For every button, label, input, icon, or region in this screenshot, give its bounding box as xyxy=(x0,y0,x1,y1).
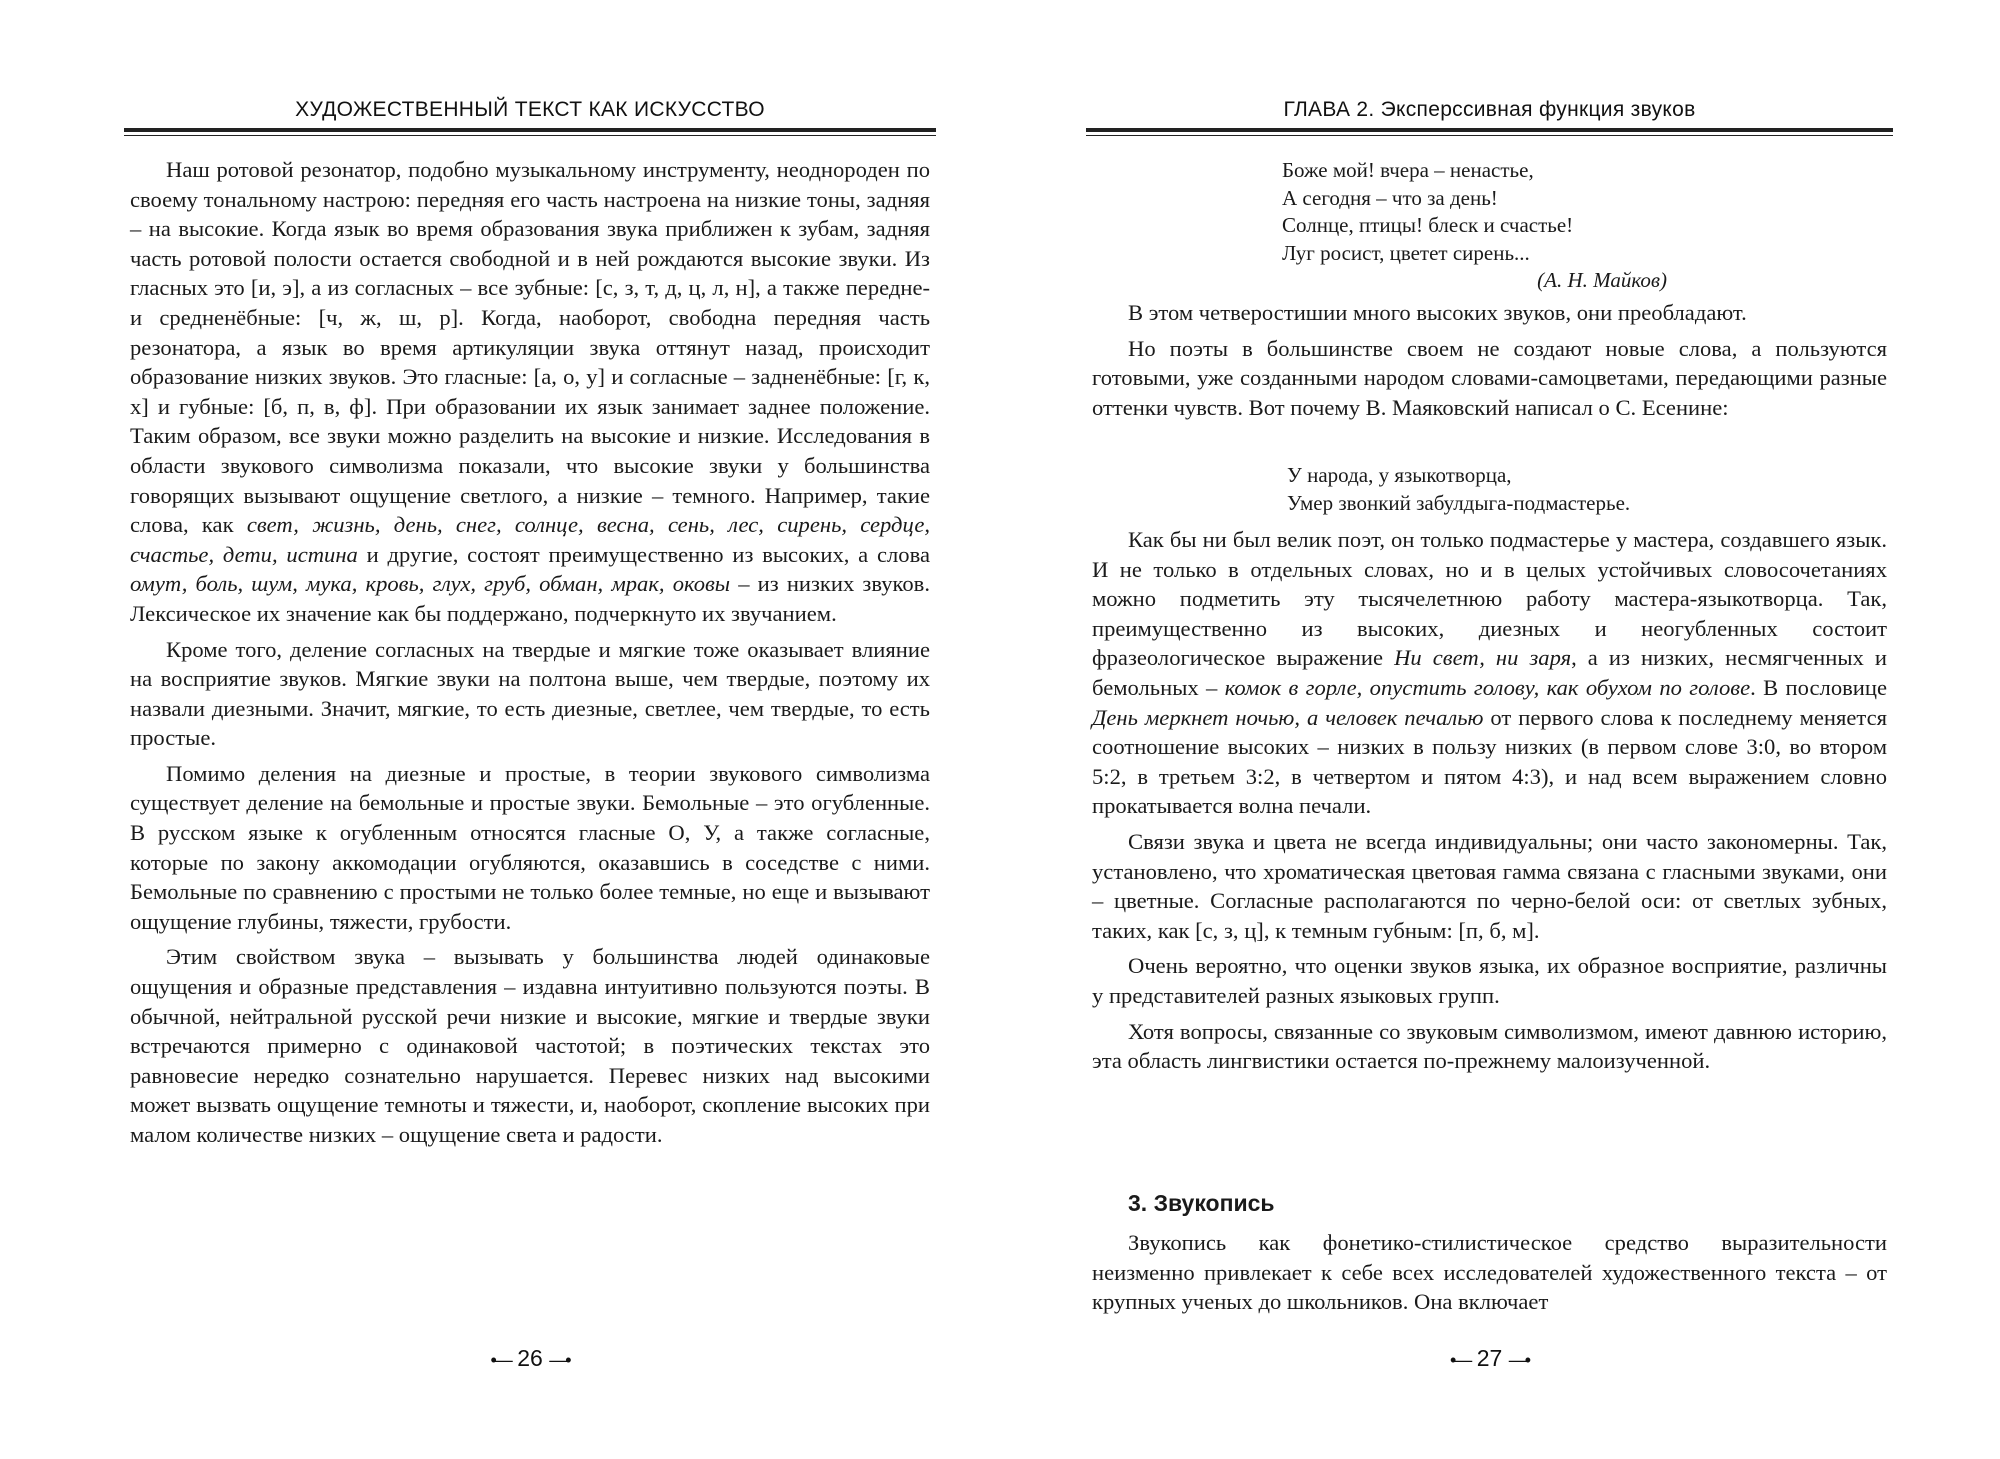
page-number-right: •— 27 —• xyxy=(1450,1345,1529,1371)
text-run: Очень вероятно, что оценки звуков языка, их образное восприятие, различны у представителей разных языковых групп. xyxy=(1092,953,1887,1008)
poem-line: Боже мой! вчера – ненастье, xyxy=(1282,158,1534,182)
paragraph xyxy=(130,942,930,1149)
paragraph xyxy=(130,759,930,937)
italic-run: омут, боль, шум, мука, кровь, глух, груб, обман, мрак, оковы xyxy=(130,571,731,597)
text-run: Связи звука и цвета не всегда индивидуальны; они часто закономерны. Так, установлено, что хроматическая цветовая гамма связана с гласными звуками, они – цветные. Согласные располагаются по черно-белой оси: от светлых зубных, таких, как [с, з, ц], к темным губным: [п, б, м]. xyxy=(1092,828,1887,943)
text-run: В этом четверостишии много высоких звуков, они преобладают. xyxy=(1128,300,1747,325)
paragraph xyxy=(130,155,930,629)
folio-ornament-left-icon: •— xyxy=(1450,1350,1471,1370)
poem-maykov xyxy=(1282,157,1842,295)
text-run: . В пословице xyxy=(1750,674,1887,700)
paragraph xyxy=(1092,298,1887,328)
poem-line: У народа, у языкотворца, xyxy=(1287,463,1512,487)
header-rule-left xyxy=(124,128,936,136)
poem-line: А сегодня – что за день! xyxy=(1282,185,1498,210)
paragraph xyxy=(130,635,930,753)
right-body-text-a xyxy=(1092,298,1887,422)
text-run: и другие, состоят преимущественно из высоких, а слова xyxy=(357,541,930,567)
left-body-text xyxy=(130,155,930,1150)
paragraph xyxy=(1092,1017,1887,1076)
section-heading: 3. Звукопись xyxy=(1128,1190,1275,1216)
left-page xyxy=(130,0,930,1459)
poem-author: (А. Н. Майков) xyxy=(1537,268,1667,292)
text-run: Помимо деления на диезные и простые, в теории звукового символизма существует деление на бемольные и простые звуки. Бемольные – это огубленные. В русском языке к огубленным относятся гласные О, У, а также согласные, которые по закону аккомодации огубляются, оказавшись в соседстве с ними. Бемольные по сравнению с простыми не только более темные, но еще и вызывают ощущение глубины, тяжести, грубости. xyxy=(130,760,930,934)
text-run: Хотя вопросы, связанные со звуковым символизмом, имеют давнюю историю, эта область лингвистики остается по-прежнему малоизученной. xyxy=(1092,1018,1887,1074)
text-run: Как бы ни был велик поэт, он только подмастерье у мастера, создавшего язык. И не только в отдельных словах, но и в целых устойчивых словосочетаниях можно подметить эту тысячелетнюю работу мастера-языкотворца. Так, преимущественно из высоких, диезных и неогубленных состоит фразеологическое выражение xyxy=(1092,527,1887,671)
folio-ornament-right-icon: —• xyxy=(549,1350,570,1370)
header-rule-right xyxy=(1086,128,1893,136)
right-body-text-b xyxy=(1092,525,1887,1076)
paragraph xyxy=(1092,951,1887,1010)
paragraph xyxy=(1092,334,1887,423)
italic-run: Ни свет, ни заря xyxy=(1394,645,1572,671)
poem-line: Умер звонкий забулдыга-подмастерье. xyxy=(1287,490,1631,515)
text-run: Но поэты в большинстве своем не создают новые слова, а пользуются готовыми, уже созданными народом словами-самоцветами, передающими разные оттенки чувств. Вот почему В. Маяковский написал о С. Есенине: xyxy=(1092,335,1887,420)
text-run: Этим свойством звука – вызывать у большинства людей одинаковые ощущения и образные представления – издавна интуитивно пользуются поэты. В обычной, нейтральной русской речи низкие и высокие, мягкие и твердые звуки встречаются примерно с одинаковой частотой; в поэтических текстах это равновесие нередко сознательно нарушается. Перевес низких над высокими может вызвать ощущение темноты и тяжести, и, наоборот, скопление высоких при малом количестве низких – ощущение света и радости. xyxy=(130,944,930,1147)
running-header-right: ГЛАВА 2. Эксперссивная функция звуков xyxy=(1283,98,1696,121)
italic-run: комок в горле, опустить голову, как обухом по голове xyxy=(1224,674,1751,700)
italic-run: День меркнет ночью, а человек печалью xyxy=(1092,704,1484,730)
paragraph xyxy=(1092,525,1887,821)
italic-run: свет, жизнь, день, снег, солнце, весна, сень, лес, сирень, сердце, счастье, дети, истина xyxy=(130,512,930,567)
text-run: Кроме того, деление согласных на твердые и мягкие тоже оказывает влияние на восприятие звуков. Мягкие звуки на полтона выше, чем твердые, поэтому их назвали диезными. Значит, мягкие, то есть диезные, светлее, чем твердые, то есть простые. xyxy=(130,636,930,751)
text-run: Наш ротовой резонатор, подобно музыкальному инструменту, неоднороден по своему тональному настрою: передняя его часть настроена на низкие тоны, задняя – на высокие. Когда язык во время образования звука приближен к зубам, задняя часть ротовой полости остается свободной и в ней рождаются высокие звуки. Из гласных это [и, э], а из согласных – все зубные: [с, з, т, д, ц, л, н], а также передне- и средненёбные: [ч, ж, ш, р]. Когда, наоборот, свободна передняя часть резонатора, а язык во время артикуляции звука оттянут назад, происходит образование низких звуков. Это гласные: [а, о, у] и согласные – задненёбные: [г, к, х] и губные: [б, п, в, ф]. При образовании их язык занимает заднее положение. Таким образом, все звуки можно разделить на высокие и низкие. Исследования в области звукового символизма показали, что высокие звуки у большинства говорящих вызывают ощущение светлого, а низкие – темного. Например, такие слова, как xyxy=(130,157,930,538)
text-run: от первого слова к последнему меняется соотношение высоких – низких в пользу низких (в первом слове 3:0, во втором 5:2, в третьем 3:2, в четвертом и пятом 4:3), и над всем выражением словно прокатывается волна печали. xyxy=(1092,704,1887,819)
right-body-text-c xyxy=(1092,1228,1887,1317)
text-run: Звукопись как фонетико-стилистическое средство выразительности неизменно привлекает к себе всех исследователей художественного текста – от крупных ученых до школьников. Она включает xyxy=(1092,1230,1887,1315)
page-number-left: •— 26 —• xyxy=(490,1345,570,1371)
folio-ornament-right-icon: —• xyxy=(1508,1350,1529,1370)
poem-line: Луг росист, цветет сирень... xyxy=(1282,240,1530,265)
poem-line: Солнце, птицы! блеск и счастье! xyxy=(1282,213,1574,237)
running-header-left: ХУДОЖЕСТВЕННЫЙ ТЕКСТ КАК ИСКУССТВО xyxy=(295,98,765,121)
paragraph xyxy=(1092,1228,1887,1317)
text-run: – из низких звуков. Лексическое их значение как бы поддержано, подчеркнуто их звучанием. xyxy=(130,571,930,626)
poem-mayakovsky xyxy=(1287,462,1847,517)
folio-ornament-left-icon: •— xyxy=(490,1350,511,1370)
right-page xyxy=(1092,0,1887,1459)
text-run: , а из низких, несмягченных и бемольных – xyxy=(1092,645,1887,700)
paragraph xyxy=(1092,827,1887,945)
